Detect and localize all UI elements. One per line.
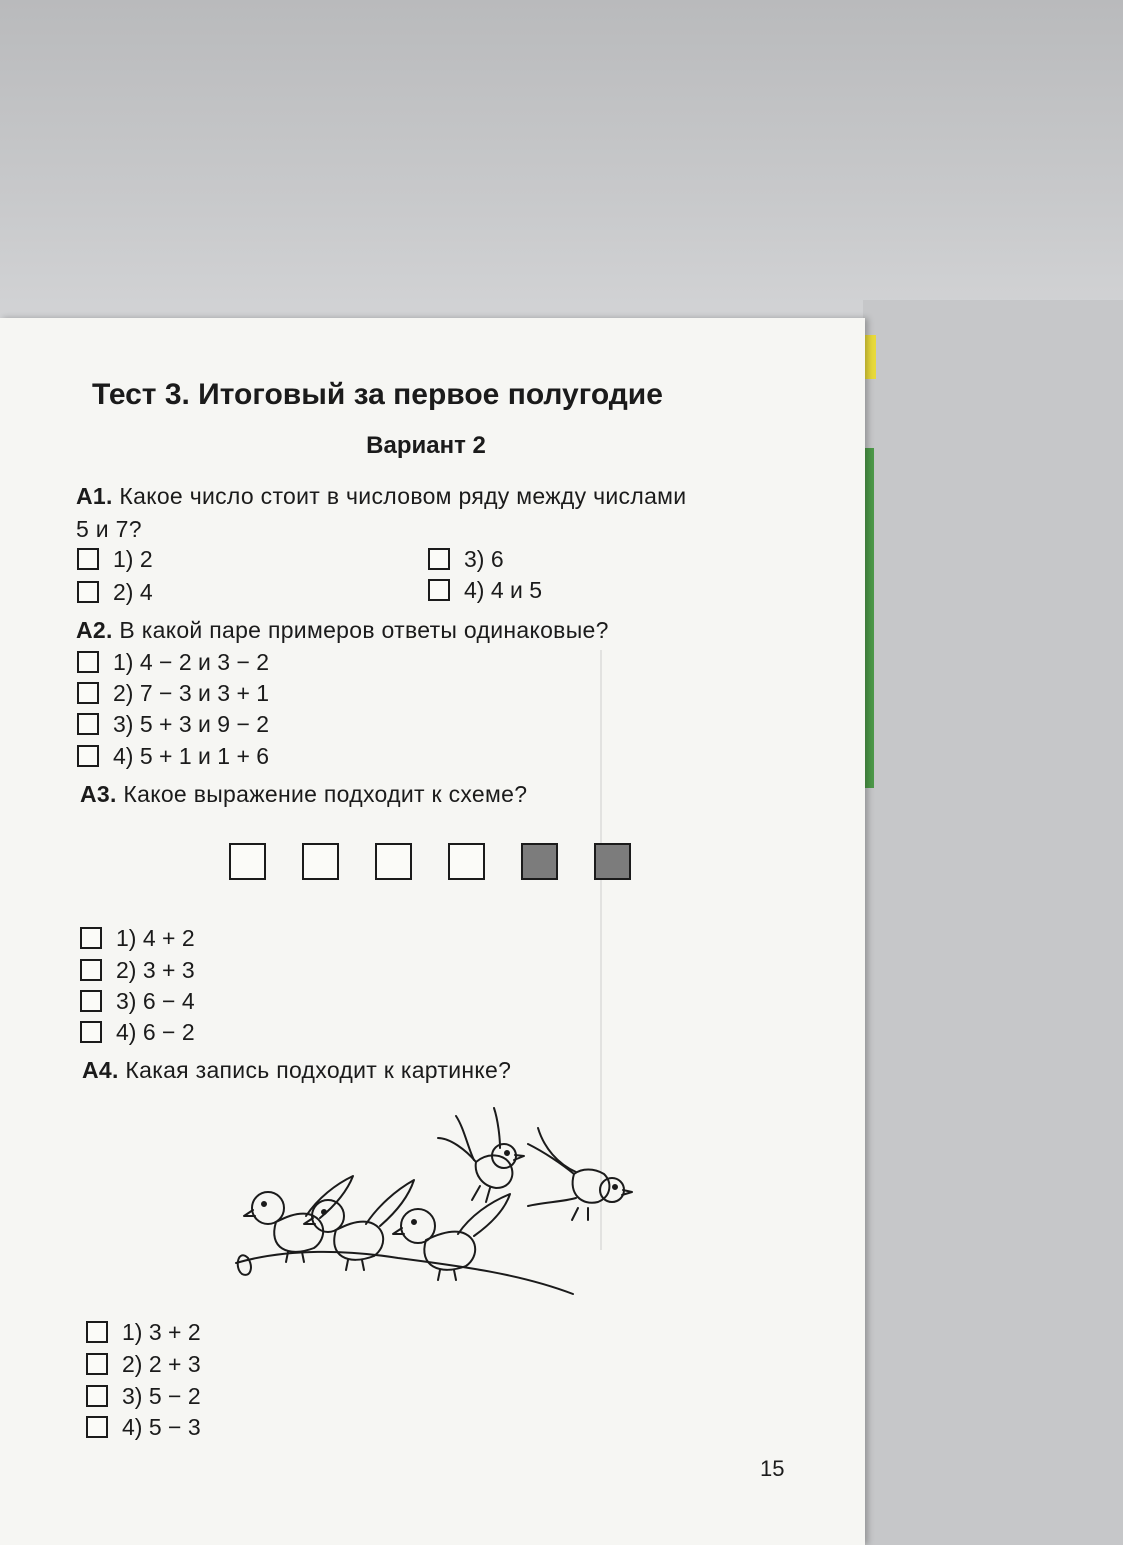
flying-bird xyxy=(528,1128,632,1220)
checkbox[interactable] xyxy=(77,745,99,767)
option-label: 4) 5 − 3 xyxy=(122,1413,201,1440)
option-label: 1) 2 xyxy=(113,545,153,572)
option-a4-3[interactable] xyxy=(86,1382,201,1410)
scheme-empty-square xyxy=(375,843,412,880)
option-a1-2[interactable] xyxy=(77,578,153,606)
option-label: 2) 7 − 3 и 3 + 1 xyxy=(113,679,270,706)
checkbox[interactable] xyxy=(77,581,99,603)
option-a4-2[interactable] xyxy=(86,1350,201,1378)
checkbox[interactable] xyxy=(86,1416,108,1438)
option-label: 3) 5 − 2 xyxy=(122,1382,201,1409)
question-a2-number: А2. xyxy=(76,617,113,643)
option-label: 1) 3 + 2 xyxy=(122,1318,201,1345)
option-a1-3[interactable] xyxy=(428,545,504,573)
option-a3-4[interactable] xyxy=(80,1018,195,1046)
question-a1-text: Какое число стоит в числовом ряду между числами xyxy=(119,483,687,509)
option-label: 3) 5 + 3 и 9 − 2 xyxy=(113,710,270,737)
checkbox[interactable] xyxy=(80,1021,102,1043)
checkbox[interactable] xyxy=(86,1385,108,1407)
scan-background-side xyxy=(863,300,1123,1545)
option-a2-2[interactable] xyxy=(77,679,269,707)
option-label: 1) 4 − 2 и 3 − 2 xyxy=(113,648,270,675)
question-a3 xyxy=(80,781,527,808)
sitting-bird xyxy=(304,1180,414,1270)
page-number: 15 xyxy=(760,1456,785,1481)
flying-bird xyxy=(438,1108,524,1202)
checkbox[interactable] xyxy=(80,990,102,1012)
scheme-filled-square xyxy=(594,843,631,880)
option-a1-1[interactable] xyxy=(77,545,153,573)
option-label: 4) 6 − 2 xyxy=(116,1018,195,1045)
option-a2-1[interactable] xyxy=(77,648,269,676)
question-a2 xyxy=(76,617,609,644)
checkbox[interactable] xyxy=(86,1321,108,1343)
branch-leaf xyxy=(238,1255,251,1275)
option-a2-4[interactable] xyxy=(77,742,269,770)
scan-background xyxy=(0,0,1123,330)
option-label: 1) 4 + 2 xyxy=(116,924,195,951)
option-label: 4) 5 + 1 и 1 + 6 xyxy=(113,742,270,769)
test-title: Тест 3. Итоговый за первое полугодие xyxy=(92,378,663,411)
question-a1-text-line2: 5 и 7? xyxy=(76,516,142,542)
option-a1-4[interactable] xyxy=(428,576,542,604)
checkbox[interactable] xyxy=(80,927,102,949)
sitting-bird xyxy=(393,1194,510,1280)
scheme-empty-square xyxy=(229,843,266,880)
option-label: 2) 3 + 3 xyxy=(116,956,195,983)
checkbox[interactable] xyxy=(86,1353,108,1375)
option-label: 3) 6 − 4 xyxy=(116,987,195,1014)
question-a4-text: Какая запись подходит к картинке? xyxy=(125,1057,512,1083)
option-a2-3[interactable] xyxy=(77,710,269,738)
checkbox[interactable] xyxy=(77,682,99,704)
option-label: 2) 2 + 3 xyxy=(122,1350,201,1377)
checkbox[interactable] xyxy=(428,579,450,601)
option-label: 2) 4 xyxy=(113,578,153,605)
option-label: 3) 6 xyxy=(464,545,504,572)
checkbox[interactable] xyxy=(428,548,450,570)
question-a2-text: В какой паре примеров ответы одинаковые? xyxy=(119,617,609,643)
checkbox[interactable] xyxy=(77,651,99,673)
option-label: 4) 4 и 5 xyxy=(464,576,543,603)
checkbox[interactable] xyxy=(80,959,102,981)
checkbox[interactable] xyxy=(77,548,99,570)
option-a3-2[interactable] xyxy=(80,956,195,984)
checkbox[interactable] xyxy=(77,713,99,735)
option-a4-1[interactable] xyxy=(86,1318,201,1346)
option-a4-4[interactable] xyxy=(86,1413,201,1441)
question-a3-number: А3. xyxy=(80,781,117,807)
option-a3-1[interactable] xyxy=(80,924,195,952)
birds-illustration xyxy=(228,1098,648,1303)
scheme-filled-square xyxy=(521,843,558,880)
question-a4 xyxy=(82,1057,511,1084)
question-a1-number: А1. xyxy=(76,483,113,509)
question-a3-text: Какое выражение подходит к схеме? xyxy=(123,781,528,807)
scheme-empty-square xyxy=(448,843,485,880)
question-a4-number: А4. xyxy=(82,1057,119,1083)
scheme-empty-square xyxy=(302,843,339,880)
option-a3-3[interactable] xyxy=(80,987,195,1015)
variant-title: Вариант 2 xyxy=(366,432,486,459)
question-a1 xyxy=(76,483,776,510)
